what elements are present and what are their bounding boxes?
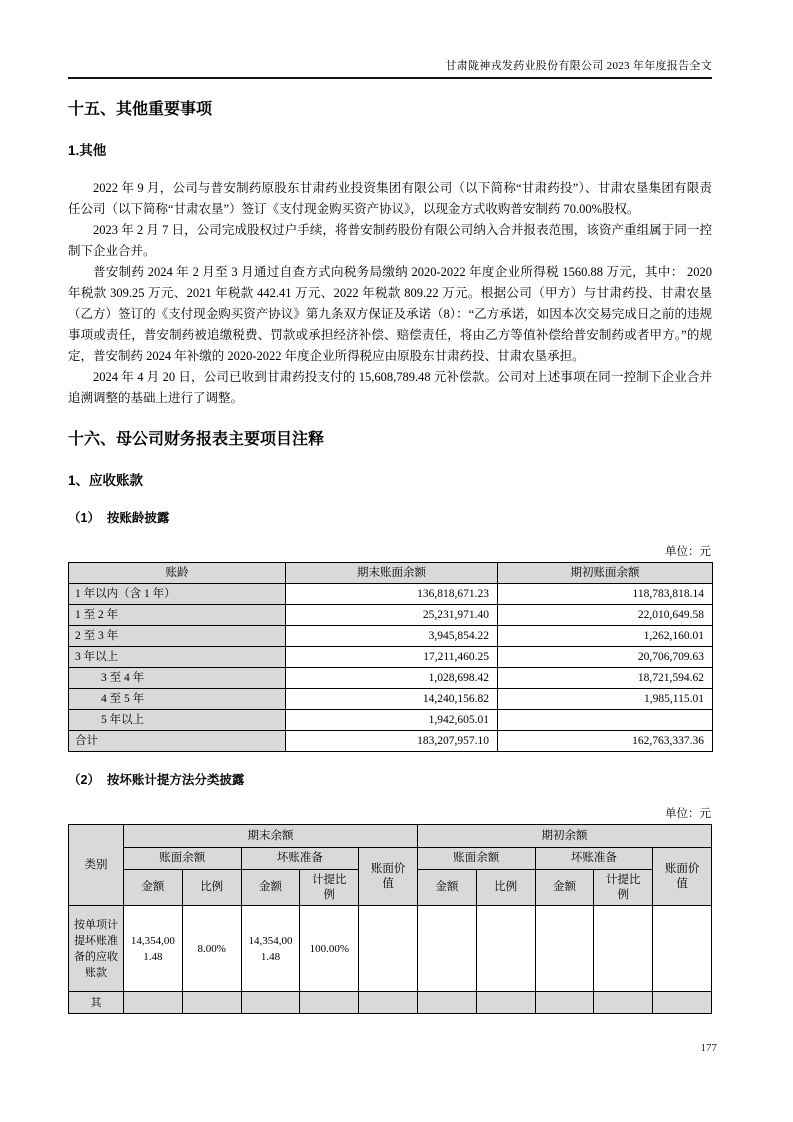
prov-header-carrying-value: 账面价值 [359,848,418,906]
prov-cell-value [359,992,418,1014]
aging-row-beginning: 20,706,709.63 [498,647,713,668]
table-row [69,906,712,992]
provision-disclosure-heading: （2） 按坏账计提方法分类披露 [68,773,245,787]
prov-header-amount: 金额 [535,870,594,906]
prov-header-category: 类别 [69,825,124,906]
paragraph: 普安制药 2024 年 2 月至 3 月通过自查方式向税务局缴纳 2020-2022 年度企业所得税 1560.88 万元，其中： 2020 年税款 309.25 万元、2021 年税款 442.41 万元、2022 年税款 809.22 万元。根据公司（甲方）与甘肃药投、甘肃农垦（乙方）签订的《支付现金购买资产协议》第九条双方保证及承诺（8）：“乙方承诺，如因本次交易完成日之前的违规事项或责任，普安制药被追缴税费、罚款或承担经济补偿、赔偿责任，将由乙方等值补偿给普安制药或者甲方。”的规定，普安制药 2024 年补缴的 2020-2022 年度企业所得税应由原股东甘肃药投、甘肃农垦承担。 [68,265,712,363]
prov-cell-category: 其 [69,992,124,1014]
page-number: 177 [700,1042,717,1054]
page-content [68,0,712,1014]
prov-header-amount: 金额 [124,870,183,906]
aging-row-label: 3 年以上 [69,647,286,668]
prov-cell-value [417,992,476,1014]
aging-row-ending: 136,818,671.23 [286,584,498,605]
paragraph: 2022 年 9 月，公司与普安制药原股东甘肃药业投资集团有限公司（以下简称“甘肃药投”）、甘肃农垦集团有限责任公司（以下简称“甘肃农垦”）签订《支付现金购买资产协议》，以现金方式收购普安制药 70.00%股权。 [68,181,712,216]
aging-row-beginning: 22,010,649.58 [498,605,713,626]
table-header-row [69,848,712,870]
aging-row-label: 4 至 5 年 [69,689,286,710]
aging-row-beginning: 1,985,115.01 [498,689,713,710]
prov-cell-value [535,906,594,992]
aging-header-ageing: 账龄 [69,563,286,584]
prov-cell-value [476,992,535,1014]
section-15-subtitle: 1.其他 [68,143,107,158]
aging-header-beginning-balance: 期初账面余额 [498,563,713,584]
prov-header-ending-group: 期末余额 [124,825,418,848]
aging-row-beginning: 118,783,818.14 [498,584,713,605]
prov-cell-value [653,906,712,992]
section-15-title: 十五、其他重要事项 [68,101,213,118]
table-header-row [69,563,713,584]
unit-label: 单位：元 [665,546,711,558]
table-row [69,992,712,1014]
table-row [69,605,713,626]
prov-cell-value: 8.00% [182,906,241,992]
prov-header-book-balance: 账面余额 [417,848,535,870]
section-15-body [68,178,712,409]
section-16-title: 十六、母公司财务报表主要项目注释 [68,431,325,448]
aging-row-label: 1 年以内（含 1 年） [69,584,286,605]
prov-cell-value [653,992,712,1014]
aging-row-label: 1 至 2 年 [69,605,286,626]
prov-header-provision-ratio: 计提比例 [300,870,359,906]
aging-row-label: 5 年以上 [69,710,286,731]
prov-cell-value: 14,354,001.48 [124,906,183,992]
aging-row-ending: 183,207,957.10 [286,731,498,752]
prov-header-bad-debt: 坏账准备 [241,848,359,870]
paragraph: 2023 年 2 月 7 日，公司完成股权过户手续，将普安制药股份有限公司纳入合并报表范围，该资产重组属于同一控制下企业合并。 [68,223,712,258]
prov-header-book-balance: 账面余额 [124,848,242,870]
aging-row-ending: 14,240,156.82 [286,689,498,710]
prov-cell-value [182,992,241,1014]
prov-cell-value: 100.00% [300,906,359,992]
aging-row-beginning [498,710,713,731]
table-header-row [69,825,712,848]
prov-cell-value [300,992,359,1014]
prov-header-carrying-value: 账面价值 [653,848,712,906]
aging-row-beginning: 1,262,160.01 [498,626,713,647]
prov-cell-value [241,992,300,1014]
aging-row-ending: 1,028,698.42 [286,668,498,689]
prov-header-bad-debt: 坏账准备 [535,848,653,870]
aging-row-label: 3 至 4 年 [69,668,286,689]
table-row [69,668,713,689]
aging-row-ending: 25,231,971.40 [286,605,498,626]
prov-cell-value: 14,354,001.48 [241,906,300,992]
paragraph: 2024 年 4 月 20 日，公司已收到甘肃药投支付的 15,608,789.48 元补偿款。公司对上述事项在同一控制下企业合并追溯调整的基础上进行了调整。 [68,370,712,405]
aging-table [68,562,713,752]
prov-cell-value [535,992,594,1014]
aging-row-ending: 17,211,460.25 [286,647,498,668]
prov-header-ratio: 比例 [476,870,535,906]
prov-header-amount: 金额 [241,870,300,906]
section-16-subtitle: 1、应收账款 [68,473,144,488]
prov-header-beginning-group: 期初余额 [417,825,711,848]
aging-row-label: 合计 [69,731,286,752]
prov-cell-value [594,992,653,1014]
table-row [69,647,713,668]
aging-header-ending-balance: 期末账面余额 [286,563,498,584]
aging-row-ending: 3,945,854.22 [286,626,498,647]
report-header-title: 甘肃陇神戎发药业股份有限公司 2023 年年度报告全文 [68,57,712,79]
prov-header-provision-ratio: 计提比例 [594,870,653,906]
table-row [69,584,713,605]
prov-cell-category: 按单项计提坏账准备的应收账款 [69,906,124,992]
table-row [69,710,713,731]
aging-row-label: 2 至 3 年 [69,626,286,647]
aging-row-ending: 1,942,605.01 [286,710,498,731]
aging-row-beginning: 162,763,337.36 [498,731,713,752]
prov-cell-value [359,906,418,992]
aging-row-beginning: 18,721,594.62 [498,668,713,689]
provision-table [68,824,712,1014]
unit-label: 单位：元 [665,808,711,820]
table-row [69,626,713,647]
table-row [69,689,713,710]
prov-cell-value [594,906,653,992]
prov-cell-value [417,906,476,992]
prov-cell-value [476,906,535,992]
prov-header-amount: 金额 [417,870,476,906]
prov-cell-value [124,992,183,1014]
table-total-row [69,731,713,752]
aging-disclosure-heading: （1） 按账龄披露 [68,511,170,525]
prov-header-ratio: 比例 [182,870,241,906]
